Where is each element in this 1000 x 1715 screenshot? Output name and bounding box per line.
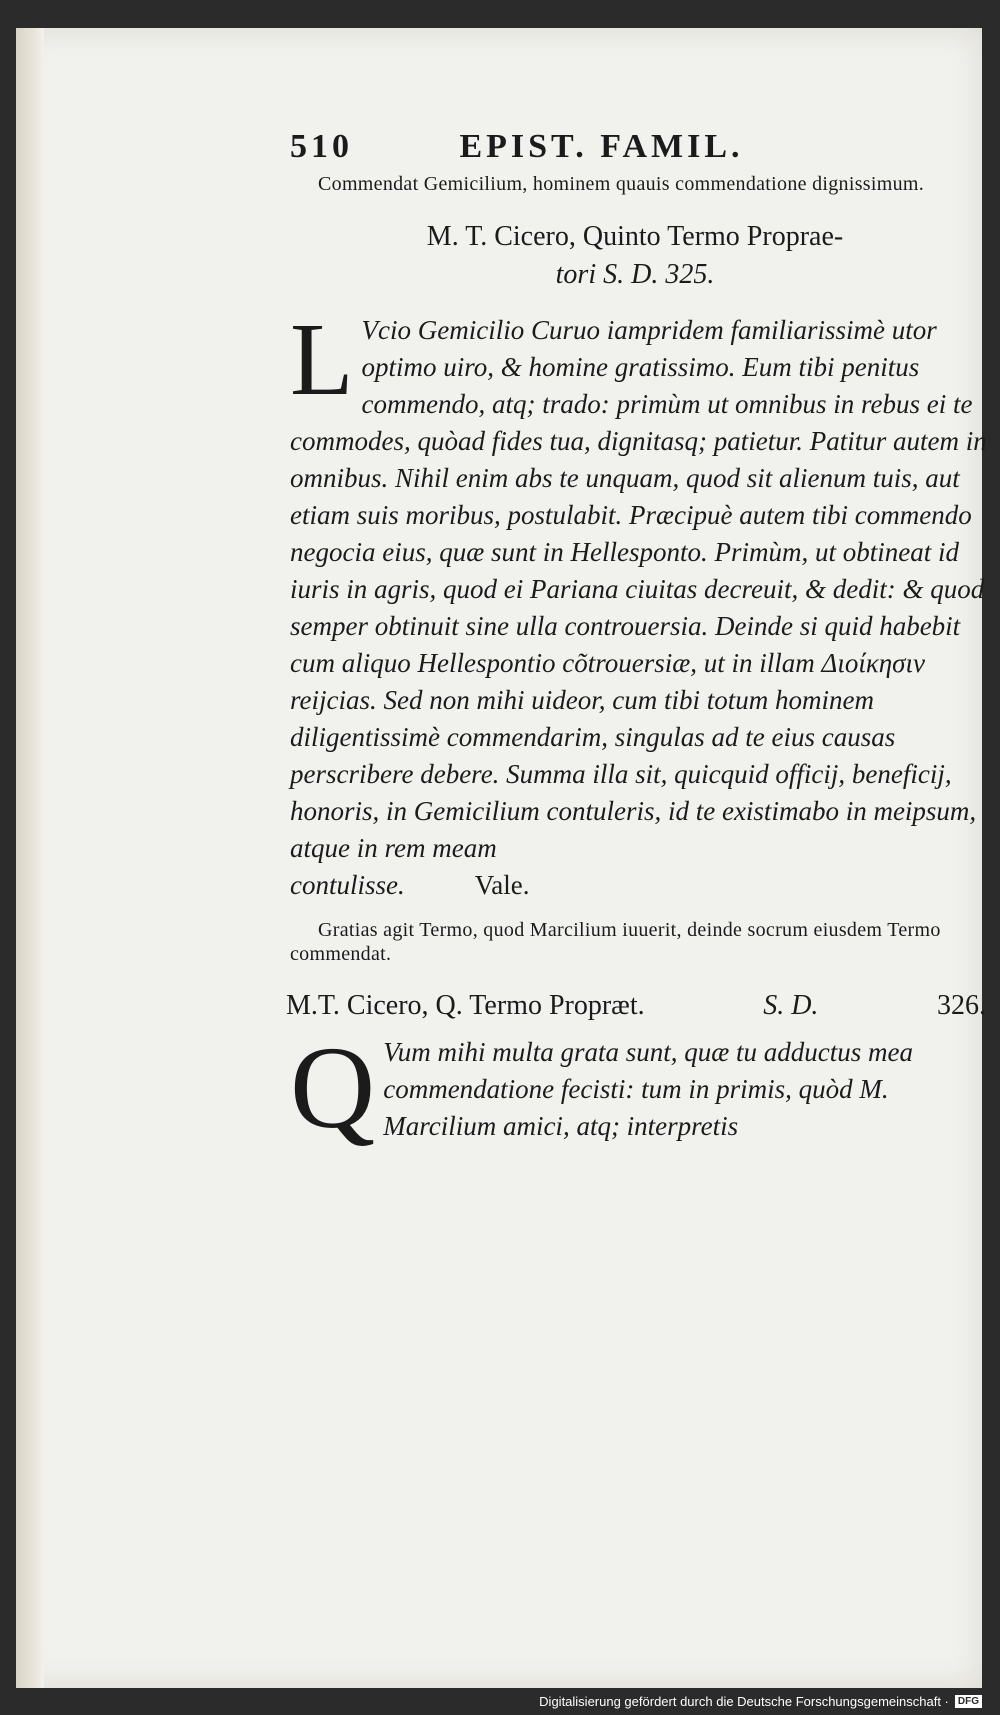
dfg-logo: DFG [955, 1695, 982, 1708]
page-content [286, 128, 990, 1153]
letter-326-dropcap: Q [290, 1022, 376, 1153]
letter-325-body [290, 302, 990, 867]
letter-326-number: 326. [937, 990, 986, 1021]
running-title: EPIST. FAMIL. [459, 128, 744, 165]
letter-325-heading-line1: M. T. Cicero, Quinto Termo Proprae- [426, 221, 844, 252]
letter-325-heading [290, 218, 980, 294]
letter-325-vale: Vale. [474, 870, 530, 900]
letter-325-dropcap: L [290, 302, 354, 417]
book-page [16, 28, 987, 1688]
page-number: 510 [290, 128, 353, 165]
letter-326-salutation: S. D. [763, 990, 819, 1021]
letter-325-text: Vcio Gemicilio Curuo iampridem familiarissimè utor optimo uiro, & homine gratissimo. Eum tibi penitus commendo, atq; trado: primùm ut omnibus in rebus ei te commodes, quòad fides tua, dignitasq; patietur. Patitur autem in omnibus. Nihil enim abs te unquam, quod sit alienum tuis, aut etiam suis moribus, postulabit. Præcipuè autem tibi commendo negocia eius, quæ sunt in Hellesponto. Primùm, ut obtineat id iuris in agris, quod ei Pariana ciuitas decreuit, & dedit: & quod semper obtinuit sine ulla controuersia. Deinde si quid habebit cum aliquo Hellespontio cõtrouersiæ, ut in illam Διοίκησιν reijcias. Sed non mihi uideor, cum tibi totum hominem diligentissimè commendarim, singulas ad te eius causas perscribere debere. Summa illa sit, quicquid officij, beneficij, honoris, in Gemicilium contuleris, id te existimabo in meipsum, atque in rem meam [290, 315, 987, 863]
page-gutter [16, 28, 44, 1688]
letter-325-summary: Commendat Gemicilium, hominem quauis commendatione dignissimum. [318, 173, 925, 195]
letter-326-text: Vum mihi multa grata sunt, quæ tu adductus mea commendatione fecisti: tum in primis, quòd M. Marcilium amici, atq; interpretis [383, 1037, 913, 1141]
letter-325-closing [290, 867, 990, 904]
letter-325-heading-line2: tori S. D. 325. [555, 259, 715, 290]
footer-text: Digitalisierung gefördert durch die Deutsche Forschungsgemeinschaft · [539, 1694, 949, 1709]
letter-326-heading-left: M.T. Cicero, Q. Termo Propræt. [286, 990, 645, 1021]
letter-325-closing-word: contulisse. [290, 870, 405, 900]
letter-326-heading [286, 988, 986, 1024]
running-head [290, 128, 850, 166]
digitization-footer [539, 1694, 982, 1709]
letter-326-body [290, 1022, 990, 1153]
letter-326-summary: Gratias agit Termo, quod Marcilium iuuerit, deinde socrum eiusdem Termo commendat. [290, 919, 941, 965]
